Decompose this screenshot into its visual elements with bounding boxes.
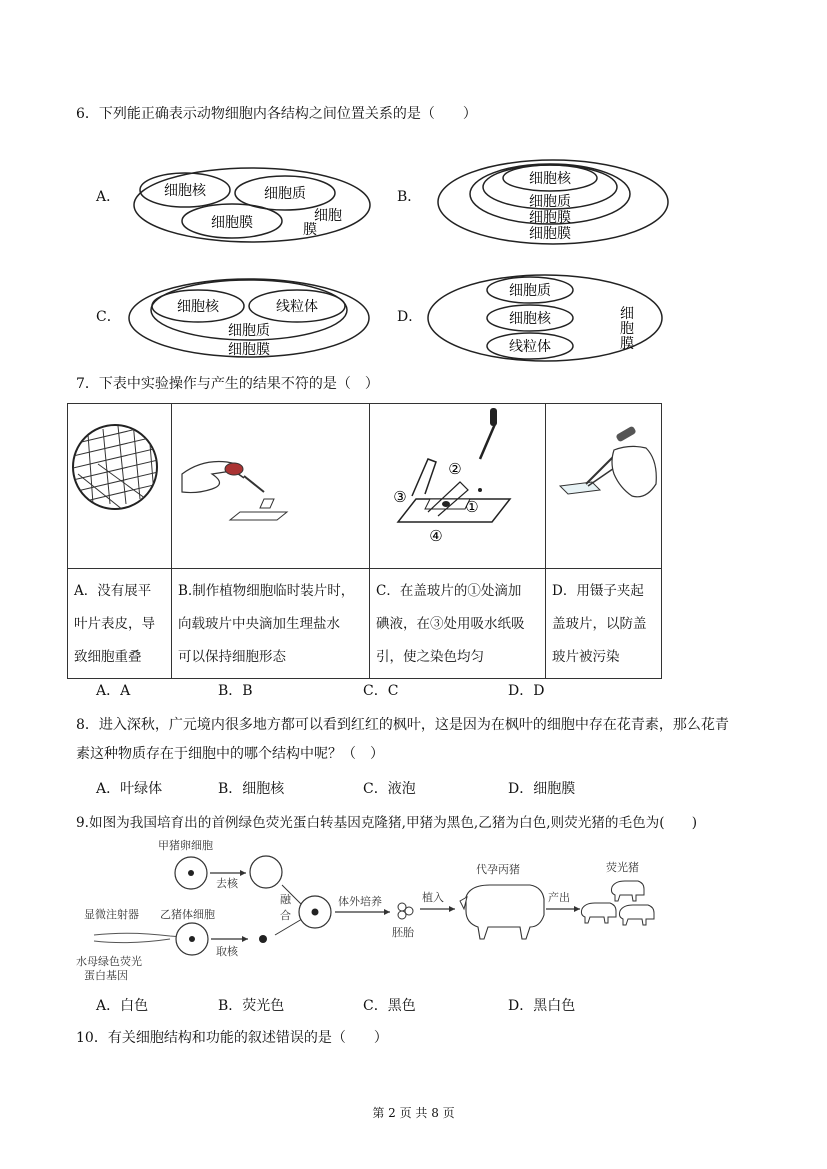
b-nucleus: 细胞核 bbox=[529, 171, 571, 187]
q7-cell-c-l3: 引，使之染色均匀 bbox=[376, 649, 484, 665]
d-nucleus: 细胞核 bbox=[509, 311, 551, 327]
q9-diagram bbox=[70, 835, 670, 990]
q6-diagram-a bbox=[130, 165, 380, 247]
q10-stem: 10．有关细胞结构和功能的叙述错误的是（ ） bbox=[76, 1030, 388, 1046]
a-membrane-inner: 细胞膜 bbox=[211, 215, 253, 231]
q6-option-a-letter[interactable]: A． bbox=[96, 189, 121, 205]
q7-cell-c bbox=[370, 569, 546, 679]
q7-cell-d-l1: D．用镊子夹起 bbox=[552, 583, 644, 599]
d-membrane-v2: 胞 bbox=[620, 321, 634, 337]
d-membrane-v1: 细 bbox=[620, 306, 634, 322]
q7-stem: 7．下表中实验操作与产生的结果不符的是（ ） bbox=[76, 376, 379, 392]
d-microinjector: 显微注射器 bbox=[84, 908, 139, 921]
q6-diagram-d bbox=[425, 272, 670, 364]
q9-option-d[interactable]: D．黑白色 bbox=[508, 998, 576, 1014]
c-nucleus: 细胞核 bbox=[177, 299, 219, 315]
q8-option-d[interactable]: D．细胞膜 bbox=[508, 781, 576, 797]
q7-cell-b-l2: 向载玻片中央滴加生理盐水 bbox=[178, 616, 340, 632]
q8-stem-line2: 素这种物质存在于细胞中的哪个结构中呢？（ ） bbox=[76, 746, 384, 762]
d-egg-cell: 甲猪卵细胞 bbox=[158, 839, 213, 852]
d-remove-nucleus: 去核 bbox=[216, 877, 238, 890]
q7-cell-a bbox=[68, 569, 172, 679]
q7-cell-b-l3: 可以保持细胞形态 bbox=[178, 649, 286, 665]
q9-option-b[interactable]: B．荧光色 bbox=[218, 998, 285, 1014]
d-take-nucleus: 取核 bbox=[216, 945, 238, 958]
d-embryo: 胚胎 bbox=[392, 926, 414, 939]
d-produce: 产出 bbox=[548, 891, 570, 904]
q7-table bbox=[67, 403, 662, 679]
q7-cell-a-l3: 致细胞重叠 bbox=[74, 649, 142, 665]
mark-3: ③ bbox=[393, 488, 407, 506]
q7-cell-b-l1: B.制作植物细胞临时装片时， bbox=[178, 583, 355, 599]
page-footer: 第 2 页 共 8 页 bbox=[372, 1106, 455, 1120]
a-membrane-line2: 膜 bbox=[303, 222, 317, 238]
q7-option-a[interactable]: A．A bbox=[96, 683, 131, 699]
q6-option-c-letter[interactable]: C． bbox=[96, 309, 121, 325]
q7-option-c[interactable]: C．C bbox=[363, 683, 399, 699]
d-membrane-v3: 膜 bbox=[620, 336, 634, 352]
q7-cell-a-l1: A．没有展平 bbox=[74, 583, 152, 599]
q6-option-b-letter[interactable]: B． bbox=[397, 189, 422, 205]
q7-image-a bbox=[68, 404, 172, 569]
q6-stem: 6．下列能正确表示动物细胞内各结构之间位置关系的是（ ） bbox=[76, 106, 477, 122]
d-body-cell: 乙猪体细胞 bbox=[160, 908, 215, 921]
mark-4: ④ bbox=[429, 527, 443, 545]
q7-image-d bbox=[546, 404, 662, 569]
q6-option-d-letter[interactable]: D． bbox=[397, 309, 423, 325]
q7-cell-a-l2: 叶片表皮，导 bbox=[74, 616, 155, 632]
q7-image-c bbox=[370, 404, 546, 569]
q7-option-d[interactable]: D．D bbox=[508, 683, 545, 699]
q8-option-a[interactable]: A．叶绿体 bbox=[96, 781, 163, 797]
q7-cell-d bbox=[546, 569, 662, 679]
q9-option-a[interactable]: A．白色 bbox=[96, 998, 149, 1014]
q6-diagram-b bbox=[435, 157, 675, 247]
q7-cell-c-l2: 碘液，在③处用吸水纸吸 bbox=[376, 616, 525, 632]
a-cytoplasm: 细胞质 bbox=[264, 186, 306, 202]
q8-stem-line1: 8．进入深秋，广元境内很多地方都可以看到红红的枫叶，这是因为在枫叶的细胞中存在花青素，那么花青 bbox=[76, 717, 729, 733]
d-fluorescent-pig: 荧光猪 bbox=[606, 861, 639, 874]
mark-2: ② bbox=[448, 460, 462, 478]
b-membrane-2: 细胞膜 bbox=[529, 226, 571, 242]
b-membrane-1: 细胞膜 bbox=[529, 210, 571, 226]
d-culture: 体外培养 bbox=[338, 895, 382, 908]
d-mitochondria: 线粒体 bbox=[509, 339, 551, 355]
d-implant: 植入 bbox=[422, 891, 444, 904]
c-membrane: 细胞膜 bbox=[228, 342, 270, 358]
q7-cell-b bbox=[172, 569, 370, 679]
d-fuse1: 融 bbox=[280, 893, 291, 906]
c-mitochondria: 线粒体 bbox=[276, 299, 318, 315]
a-membrane-line1: 细胞 bbox=[314, 208, 342, 224]
d-gene-line2: 蛋白基因 bbox=[84, 969, 128, 982]
d-surrogate: 代孕丙猪 bbox=[476, 863, 520, 876]
b-cytoplasm: 细胞质 bbox=[529, 194, 571, 210]
q7-cell-d-l3: 玻片被污染 bbox=[552, 649, 620, 665]
q7-option-b[interactable]: B．B bbox=[218, 683, 253, 699]
q7-cell-d-l2: 盖玻片，以防盖 bbox=[552, 616, 647, 632]
d-fuse2: 合 bbox=[280, 909, 291, 922]
d-gene-line1: 水母绿色荧光 bbox=[76, 955, 142, 968]
d-cytoplasm: 细胞质 bbox=[509, 283, 551, 299]
mark-1: ① bbox=[465, 498, 479, 516]
c-cytoplasm: 细胞质 bbox=[228, 323, 270, 339]
q6-diagram-c bbox=[125, 276, 375, 360]
a-nucleus: 细胞核 bbox=[164, 183, 206, 199]
q8-option-c[interactable]: C．液泡 bbox=[363, 781, 416, 797]
q7-image-b bbox=[172, 404, 370, 569]
q9-option-c[interactable]: C．黑色 bbox=[363, 998, 416, 1014]
q8-option-b[interactable]: B．细胞核 bbox=[218, 781, 285, 797]
q9-stem: 9.如图为我国培育出的首例绿色荧光蛋白转基因克隆猪,甲猪为黑色,乙猪为白色,则荧光猪的毛色为( ) bbox=[76, 815, 698, 831]
q7-cell-c-l1: C．在盖玻片的①处滴加 bbox=[376, 583, 522, 599]
